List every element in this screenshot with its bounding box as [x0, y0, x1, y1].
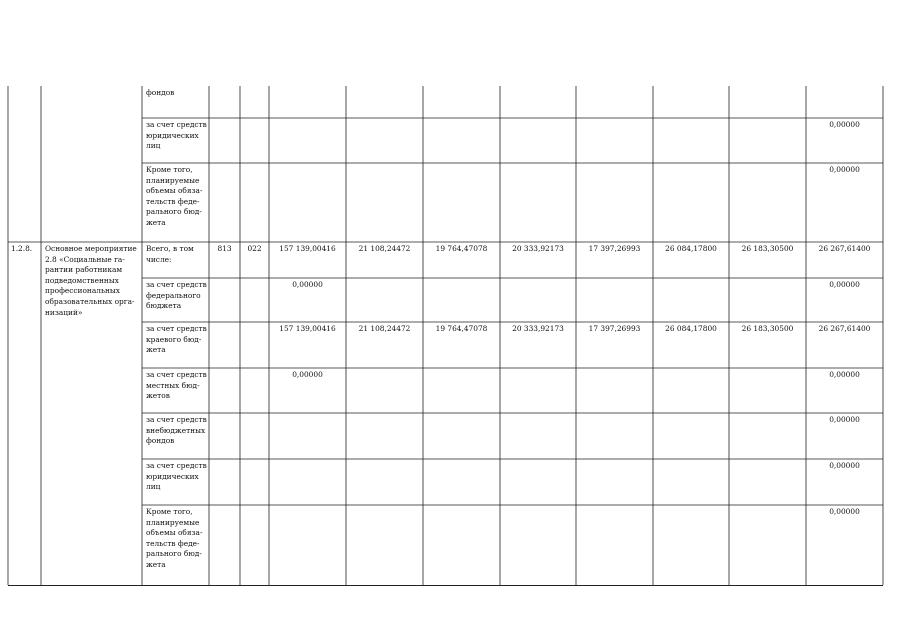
- row-label: за счет средств федерального бюджета: [146, 280, 207, 311]
- value-cell: 0,00000: [292, 280, 323, 289]
- value-cell: 21 108,24472: [358, 244, 411, 253]
- value-cell: 157 139,00416: [279, 324, 336, 333]
- value-cell: 17 397,26993: [588, 324, 641, 333]
- value-cell: 26 267,61400: [818, 324, 871, 333]
- value-cell: 0,00000: [829, 120, 860, 129]
- value-cell: 26 084,17800: [665, 324, 717, 333]
- value-cell: 0,00000: [829, 370, 860, 379]
- value-cell: 26 267,61400: [818, 244, 871, 253]
- value-cell: 813: [217, 244, 232, 253]
- value-cell: 26 183,30500: [741, 324, 794, 333]
- value-cell: 022: [247, 244, 262, 253]
- value-cell: 19 764,47078: [435, 324, 488, 333]
- row-label: Кроме того, планируемые объемы обяза- тельств феде- рального бюд- жета: [146, 507, 203, 569]
- value-cell: 157 139,00416: [279, 244, 336, 253]
- row-label: за счет средств юридических лиц: [146, 120, 207, 151]
- value-cell: 0,00000: [829, 165, 860, 174]
- value-cell: 17 397,26993: [588, 244, 641, 253]
- value-cell: 0,00000: [829, 280, 860, 289]
- value-cell: 20 333,92173: [512, 324, 564, 333]
- value-cell: 21 108,24472: [358, 324, 411, 333]
- row-label: Всего, в том числе:: [146, 244, 194, 264]
- value-cell: 26 084,17800: [665, 244, 717, 253]
- row-label: за счет средств внебюджетных фондов: [146, 415, 207, 446]
- value-cell: 0,00000: [292, 370, 323, 379]
- activity-name: Основное мероприятие 2.8 «Социальные га- рантии работникам подведомственных профессиональных образовательных орга- низаций»: [45, 244, 137, 317]
- row-label: Кроме того, планируемые объемы обяза- тельств феде- рального бюд- жета: [146, 165, 203, 227]
- row-label: за счет средств местных бюд- жетов: [146, 370, 207, 401]
- value-cell: 0,00000: [829, 507, 860, 516]
- activity-number: 1.2.8.: [11, 244, 33, 253]
- value-cell: 26 183,30500: [741, 244, 794, 253]
- row-label: за счет средств краевого бюд- жета: [146, 324, 207, 355]
- value-cell: 0,00000: [829, 415, 860, 424]
- value-cell: 20 333,92173: [512, 244, 564, 253]
- row-label: за счет средств юридических лиц: [146, 461, 207, 492]
- value-cell: 0,00000: [829, 461, 860, 470]
- value-cell: 19 764,47078: [435, 244, 488, 253]
- row-label: фондов: [146, 88, 175, 97]
